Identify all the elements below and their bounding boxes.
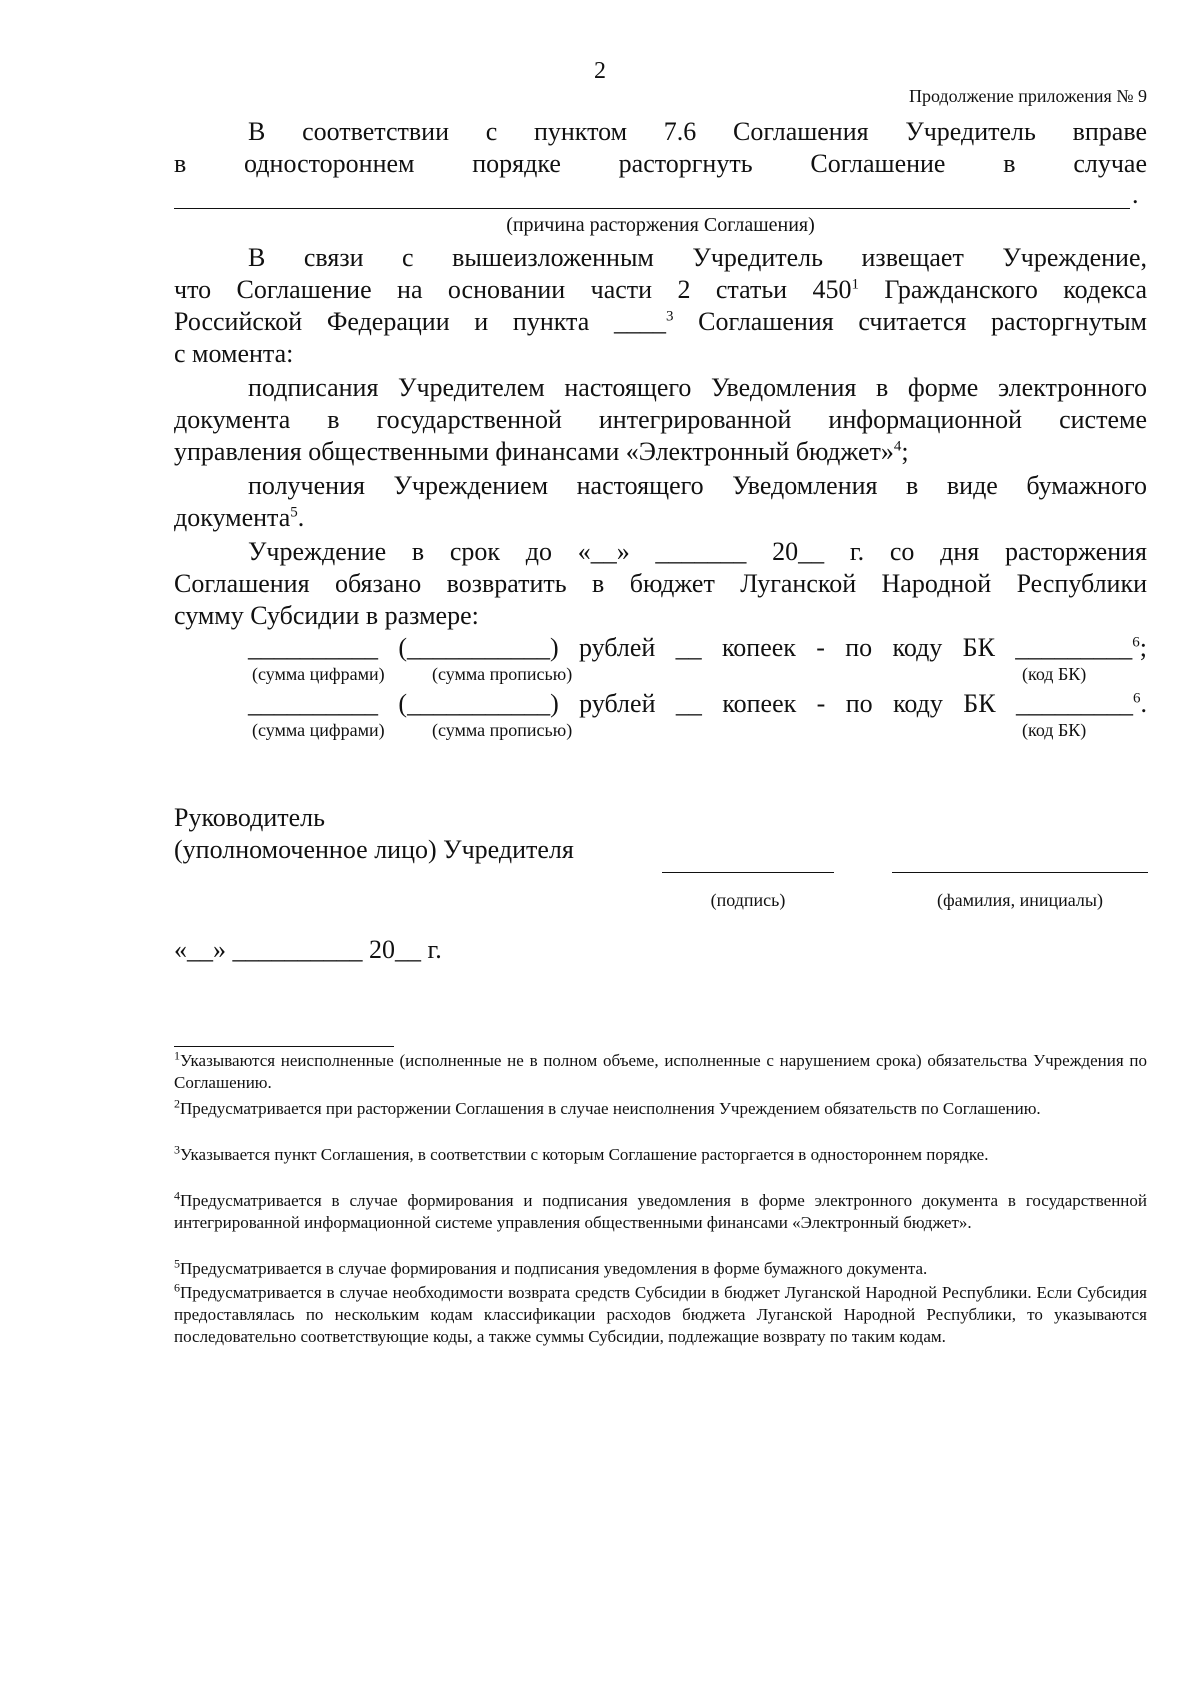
paragraph-4-line-2: документа$^5$. (174, 503, 305, 532)
paragraph-3-line-3: управления общественными финансами «Электронный бюджет»$^4$; (174, 437, 909, 466)
refund-row-2: __________ (___________) рублей __ копеек - по коду БК _________$^6$. (248, 689, 1147, 718)
footnote-5: $^5$Предусматривается в случае формирования и подписания уведомления в форме бумажного документа. (174, 1256, 928, 1278)
footnote-ref-6: 6 (1133, 690, 1141, 707)
footnote-ref-1: 1 (851, 276, 860, 293)
name-blank-line (892, 872, 1148, 873)
page-number: 2 (594, 58, 606, 84)
paragraph-1-line-1: В соответствии с пунктом 7.6 Соглашения Учредитель вправе (248, 117, 1147, 146)
termination-reason-caption: (причина расторжения Соглашения) (506, 214, 815, 236)
footnote-separator (174, 1046, 394, 1047)
footnote-2: $^2$Предусматривается при расторжении Соглашения в случае неисполнения Учреждением обязательств по Соглашению. (174, 1096, 1041, 1118)
paragraph-2-line-4: с момента: (174, 339, 294, 368)
refund-row-2-caption-code: (код БК) (1022, 720, 1087, 740)
footnote-ref-3: 3 (665, 308, 674, 325)
footnote-4: $^4$Предусматривается в случае формирования и подписания уведомления в форме электронного документа в государственной интегрированной информационной системе управления общественными финансами «Электронный бюджет». (174, 1188, 1147, 1232)
footnote-ref-6: 6 (1132, 634, 1140, 651)
signature-date-line: «__» __________ 20__ г. (174, 935, 442, 964)
paragraph-2-line-3: Российской Федерации и пункта ____$^3$ Соглашения считается расторгнутым (174, 307, 1147, 336)
paragraph-3-line-2: документа в государственной интегрированной информационной системе (174, 405, 1147, 434)
refund-row-1-caption-code: (код БК) (1022, 664, 1087, 684)
refund-row-1-caption-digits: (сумма цифрами) (252, 664, 385, 684)
termination-reason-end-mark: . (1132, 180, 1139, 209)
footnote-ref-4: 4 (893, 438, 902, 455)
footnote-6: $^6$Предусматривается в случае необходимости возврата средств Субсидии в бюджет Луганской Народной Республики. Если Субсидия предоставлялась по нескольким кодам классификации расходов бюджета Луганской Народной Республики, то указываются последовательно соответствующие коды, а также суммы Субсидии, подлежащие возврату по таким кодам. (174, 1280, 1147, 1346)
signature-caption: (подпись) (710, 890, 786, 910)
paragraph-4-line-1: получения Учреждением настоящего Уведомления в виде бумажного (248, 471, 1147, 500)
refund-row-1-caption-words: (сумма прописью) (432, 664, 573, 684)
footnote-3: $^3$Указывается пункт Соглашения, в соответствии с которым Соглашение расторгается в одностороннем порядке. (174, 1142, 989, 1164)
signature-blank-line (662, 872, 834, 873)
signatory-title-line-1: Руководитель (174, 803, 325, 832)
paragraph-3-line-1: подписания Учредителем настоящего Уведомления в форме электронного (248, 373, 1147, 402)
refund-row-1: __________ (___________) рублей __ копеек - по коду БК _________$^6$; (248, 633, 1147, 662)
paragraph-2-line-2: что Соглашение на основании части 2 статьи $450^1$ Гражданского кодекса (174, 275, 1147, 304)
footnote-ref-5: 5 (290, 504, 298, 521)
paragraph-5-line-3: сумму Субсидии в размере: (174, 601, 479, 630)
signatory-title-line-2: (уполномоченное лицо) Учредителя (174, 835, 574, 864)
refund-row-2-caption-words: (сумма прописью) (432, 720, 573, 740)
refund-row-2-caption-digits: (сумма цифрами) (252, 720, 385, 740)
termination-reason-blank-line (174, 208, 1130, 209)
appendix-continuation-label: Продолжение приложения № 9 (908, 86, 1147, 106)
footnote-1: $^1$Указываются неисполненные (исполненные не в полном объеме, исполненные с нарушением срока) обязательства Учреждения по Соглашению. (174, 1048, 1147, 1092)
paragraph-5-line-1: Учреждение в срок до «__» _______ 20__ г. со дня расторжения (248, 537, 1147, 566)
paragraph-5-line-2: Соглашения обязано возвратить в бюджет Луганской Народной Республики (174, 569, 1147, 598)
paragraph-2-line-1: В связи с вышеизложенным Учредитель извещает Учреждение, (248, 243, 1147, 272)
paragraph-1-line-2: в одностороннем порядке расторгнуть Соглашение в случае (174, 149, 1147, 178)
name-caption: (фамилия, инициалы) (937, 890, 1103, 910)
